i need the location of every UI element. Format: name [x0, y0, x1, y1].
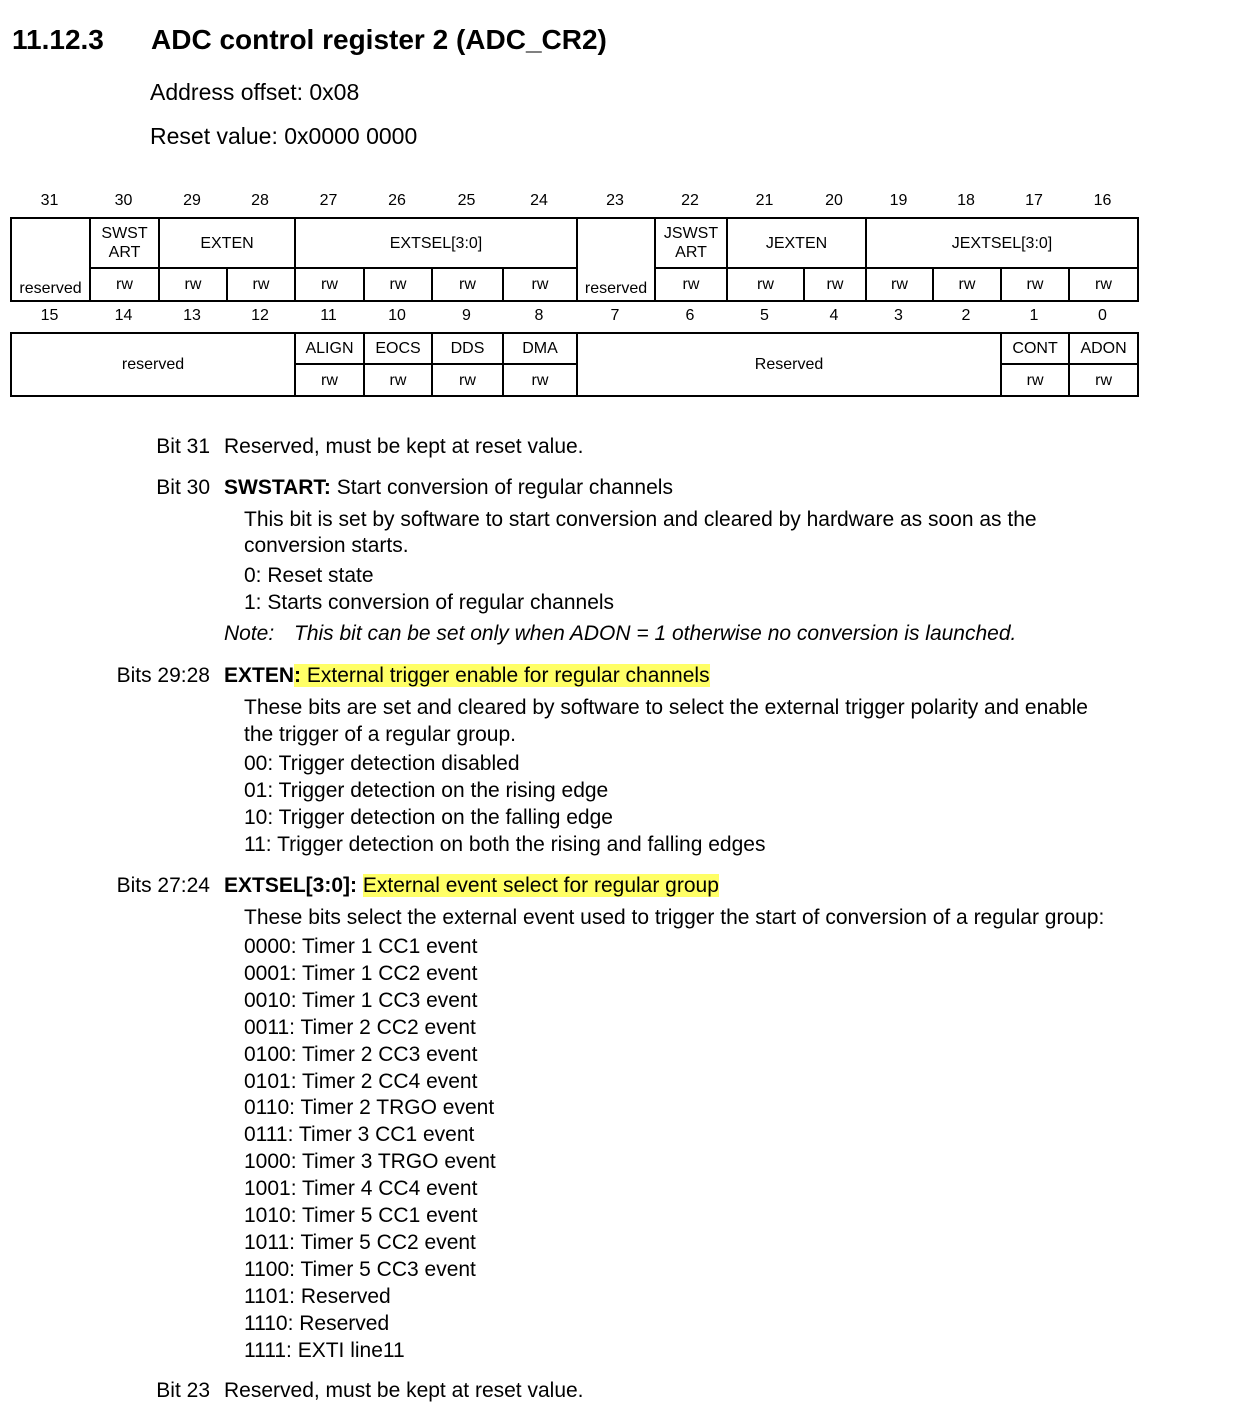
extsel-option: 0001: Timer 1 CC2 event: [244, 961, 478, 985]
field-jexten: JEXTEN: [727, 218, 866, 268]
extsel-body-1: These bits select the external event used to trigger the start of conversion of a regular group:: [244, 906, 1105, 929]
bit-number: 21: [755, 192, 774, 209]
bit-number: 26: [388, 192, 406, 209]
swstart-option-1: 1: Starts conversion of regular channels: [244, 591, 615, 614]
bit-number: 25: [457, 192, 476, 209]
bit-number: 23: [606, 192, 624, 209]
exten-body-1: These bits are set and cleared by software to select the external trigger polarity and enable: [244, 696, 1088, 719]
bit-number: 8: [534, 307, 544, 324]
exten-option: 01: Trigger detection on the rising edge: [244, 779, 609, 802]
access-rw: rw: [1001, 364, 1069, 396]
bit31-text: Reserved, must be kept at reset value.: [224, 435, 584, 458]
bit-number: 27: [319, 192, 338, 209]
extsel-summary: External event select for regular group: [362, 874, 719, 897]
bit-number: 6: [685, 307, 695, 324]
exten-option: 11: Trigger detection on both the rising and falling edges: [244, 833, 766, 856]
access-rw: rw: [866, 268, 933, 301]
access-rw: rw: [159, 268, 227, 301]
bits2724-title: [224, 873, 719, 900]
extsel-option: 1010: Timer 5 CC1 event: [244, 1204, 478, 1227]
access-rw: rw: [295, 364, 364, 396]
extsel-option: 0101: Timer 2 CC4 event: [244, 1069, 478, 1093]
field-bits7-2-reserved: Reserved: [577, 333, 1001, 396]
bits2928-label: Bits 29:28: [116, 664, 210, 687]
extsel-option: 0011: Timer 2 CC2 event: [244, 1015, 476, 1039]
exten-option: 10: Trigger detection on the falling edge: [244, 806, 613, 829]
swstart-note-text: This bit can be set only when ADON = 1 otherwise no conversion is launched.: [294, 622, 1017, 645]
bit-number: 16: [1093, 192, 1112, 209]
access-rw: rw: [1069, 364, 1138, 396]
bits2724-label: Bits 27:24: [116, 874, 210, 897]
access-rw: rw: [432, 268, 503, 301]
bit-number: 14: [114, 307, 133, 324]
bit-number: 0: [1098, 307, 1107, 324]
field-cont: CONT: [1001, 333, 1069, 364]
extsel-option: 1000: Timer 3 TRGO event: [244, 1150, 496, 1174]
bit-number: 4: [829, 307, 839, 324]
bit-number: 1: [1029, 307, 1039, 324]
field-exten: EXTEN: [159, 218, 295, 268]
bit-number: 18: [957, 192, 975, 209]
register-table-lower: [10, 332, 1139, 397]
exten-colon: :: [294, 664, 302, 687]
exten-name: EXTEN: [224, 664, 295, 687]
extsel-name: EXTSEL[3:0]:: [224, 874, 358, 897]
bits2928-title: [224, 663, 710, 690]
access-rw: rw: [503, 364, 577, 396]
bit-number: 7: [610, 307, 620, 324]
access-rw: rw: [364, 268, 432, 301]
access-rw: rw: [655, 268, 727, 301]
bit-number: 30: [114, 192, 133, 209]
bit-number: 15: [40, 307, 59, 324]
bit-number: 13: [183, 307, 201, 324]
exten-body-2: the trigger of a regular group.: [244, 723, 516, 746]
bit23-label: Bit 23: [156, 1379, 210, 1402]
extsel-option: 1001: Timer 4 CC4 event: [244, 1177, 478, 1201]
swstart-name: SWSTART:: [224, 476, 331, 499]
access-rw: rw: [227, 268, 295, 301]
field-dds: DDS: [432, 333, 503, 364]
bit-number: 9: [462, 307, 471, 324]
extsel-option: 1101: Reserved: [244, 1284, 391, 1308]
extsel-option: 0100: Timer 2 CC3 event: [244, 1042, 478, 1066]
field-swstart: SWST ART: [90, 218, 159, 268]
access-rw: rw: [90, 268, 159, 301]
swstart-note-label: Note:: [224, 622, 275, 645]
extsel-option: 0010: Timer 1 CC3 event: [244, 988, 478, 1012]
field-align: ALIGN: [295, 333, 364, 364]
bit-number: 3: [894, 307, 903, 324]
extsel-option: 0111: Timer 3 CC1 event: [244, 1123, 475, 1147]
lower-bit-numbers: [10, 307, 1137, 329]
field-bit31-reserved: reserved: [11, 218, 90, 301]
swstart-body-2: conversion starts.: [244, 534, 409, 557]
bit31-label: Bit 31: [156, 435, 210, 458]
access-rw: rw: [1069, 268, 1138, 301]
access-rw: rw: [804, 268, 866, 301]
bit-number: 17: [1025, 192, 1043, 209]
field-eocs: EOCS: [364, 333, 432, 364]
bit-number: 31: [40, 192, 59, 209]
field-extsel: EXTSEL[3:0]: [295, 218, 577, 268]
swstart-summary: Start conversion of regular channels: [330, 476, 673, 499]
bit-number: 19: [889, 192, 908, 209]
field-dma: DMA: [503, 333, 577, 364]
extsel-option: 1100: Timer 5 CC3 event: [244, 1257, 476, 1281]
access-rw: rw: [364, 364, 432, 396]
extsel-option: 0000: Timer 1 CC1 event: [244, 935, 478, 958]
extsel-option: 1110: Reserved: [244, 1311, 390, 1335]
bit-number: 20: [825, 192, 843, 209]
field-bit23-reserved: reserved: [577, 218, 655, 301]
field-adon: ADON: [1069, 333, 1138, 364]
bit-number: 10: [388, 307, 406, 324]
access-rw: rw: [295, 268, 364, 301]
access-rw: rw: [432, 364, 503, 396]
upper-bit-numbers: [10, 192, 1137, 214]
field-jextsel: JEXTSEL[3:0]: [866, 218, 1138, 268]
access-rw: rw: [727, 268, 804, 301]
section-number: 11.12.3: [12, 24, 104, 55]
field-bits15-12-reserved: reserved: [11, 333, 295, 396]
bit-number: 5: [760, 307, 769, 324]
bit-number: 11: [320, 307, 337, 324]
bit-number: 28: [251, 192, 269, 209]
extsel-option: 1011: Timer 5 CC2 event: [244, 1230, 476, 1254]
register-table-upper: [10, 217, 1139, 302]
bit-number: 29: [183, 192, 201, 209]
reset-value: Reset value: 0x0000 0000: [150, 123, 418, 149]
exten-summary: External trigger enable for regular channels: [301, 664, 710, 687]
extsel-option: 1111: EXTI line11: [244, 1338, 405, 1362]
bit23-text: Reserved, must be kept at reset value.: [224, 1379, 584, 1402]
exten-option: 00: Trigger detection disabled: [244, 752, 520, 775]
bit30-label: Bit 30: [156, 476, 210, 499]
bit-number: 24: [530, 192, 548, 209]
bit30-title: [224, 475, 673, 502]
extsel-option: 0110: Timer 2 TRGO event: [244, 1096, 495, 1120]
swstart-body-1: This bit is set by software to start conversion and cleared by hardware as soon as the: [244, 508, 1037, 531]
access-rw: rw: [503, 268, 577, 301]
section-title: ADC control register 2 (ADC_CR2): [151, 24, 607, 55]
field-jswstart: JSWST ART: [655, 218, 727, 268]
swstart-option-0: 0: Reset state: [244, 564, 374, 587]
access-rw: rw: [933, 268, 1001, 301]
address-offset: Address offset: 0x08: [150, 79, 360, 105]
bit-number: 22: [681, 192, 699, 209]
bit-number: 12: [251, 307, 269, 324]
bit-number: 2: [961, 307, 971, 324]
access-rw: rw: [1001, 268, 1069, 301]
